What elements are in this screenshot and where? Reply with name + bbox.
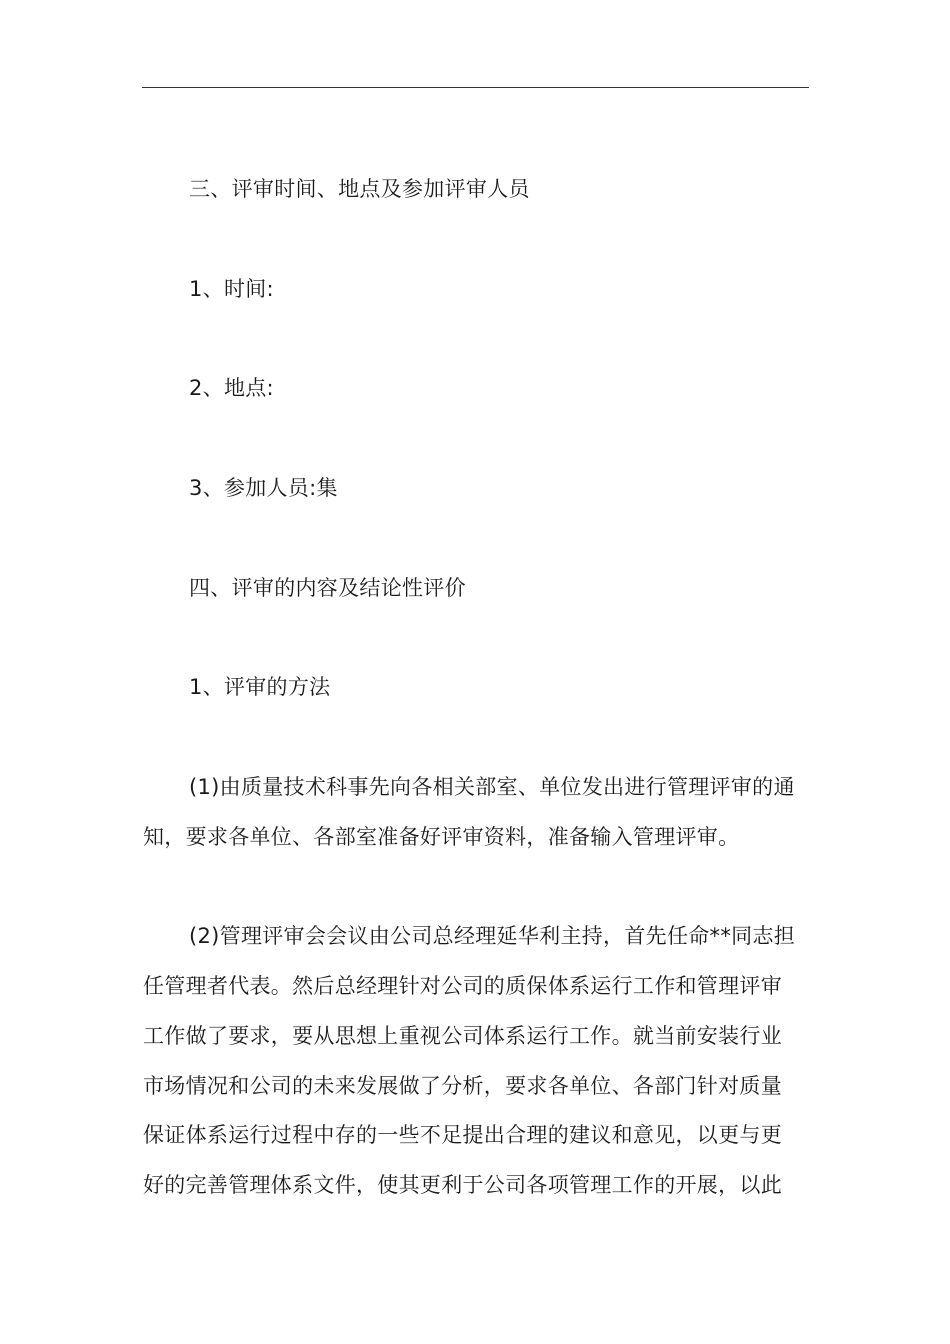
paragraph-2-line-6: 好的完善管理体系文件，使其更利于公司各项管理工作的开展，以此 [143,1173,782,1197]
paragraph-1-line-1: (1)由质量技术科事先向各相关部室、单位发出进行管理评审的通 [189,775,795,799]
list-item-time: 1、时间: [189,277,274,301]
paragraph-2-line-5: 保证体系运行过程中存的一些不足提出合理的建议和意见，以更与更 [143,1123,782,1147]
list-item-participants: 3、参加人员:集 [189,476,338,500]
paragraph-2-line-3: 工作做了要求，要从思想上重视公司体系运行工作。就当前安装行业 [143,1024,782,1048]
paragraph-1-line-2: 知，要求各单位、各部室准备好评审资料，准备输入管理评审。 [143,825,740,849]
header-divider [142,87,809,88]
paragraph-2-line-1: (2)管理评审会会议由公司总经理延华利主持，首先任命**同志担 [189,924,796,948]
section-heading-4: 四、评审的内容及结论性评价 [189,576,466,600]
list-item-method: 1、评审的方法 [189,675,331,699]
section-heading-3: 三、评审时间、地点及参加评审人员 [189,177,530,201]
paragraph-2-line-2: 任管理者代表。然后总经理针对公司的质保体系运行工作和管理评审 [143,974,782,998]
list-item-place: 2、地点: [189,376,274,400]
paragraph-2-line-4: 市场情况和公司的未来发展做了分析，要求各单位、各部门针对质量 [143,1074,782,1098]
